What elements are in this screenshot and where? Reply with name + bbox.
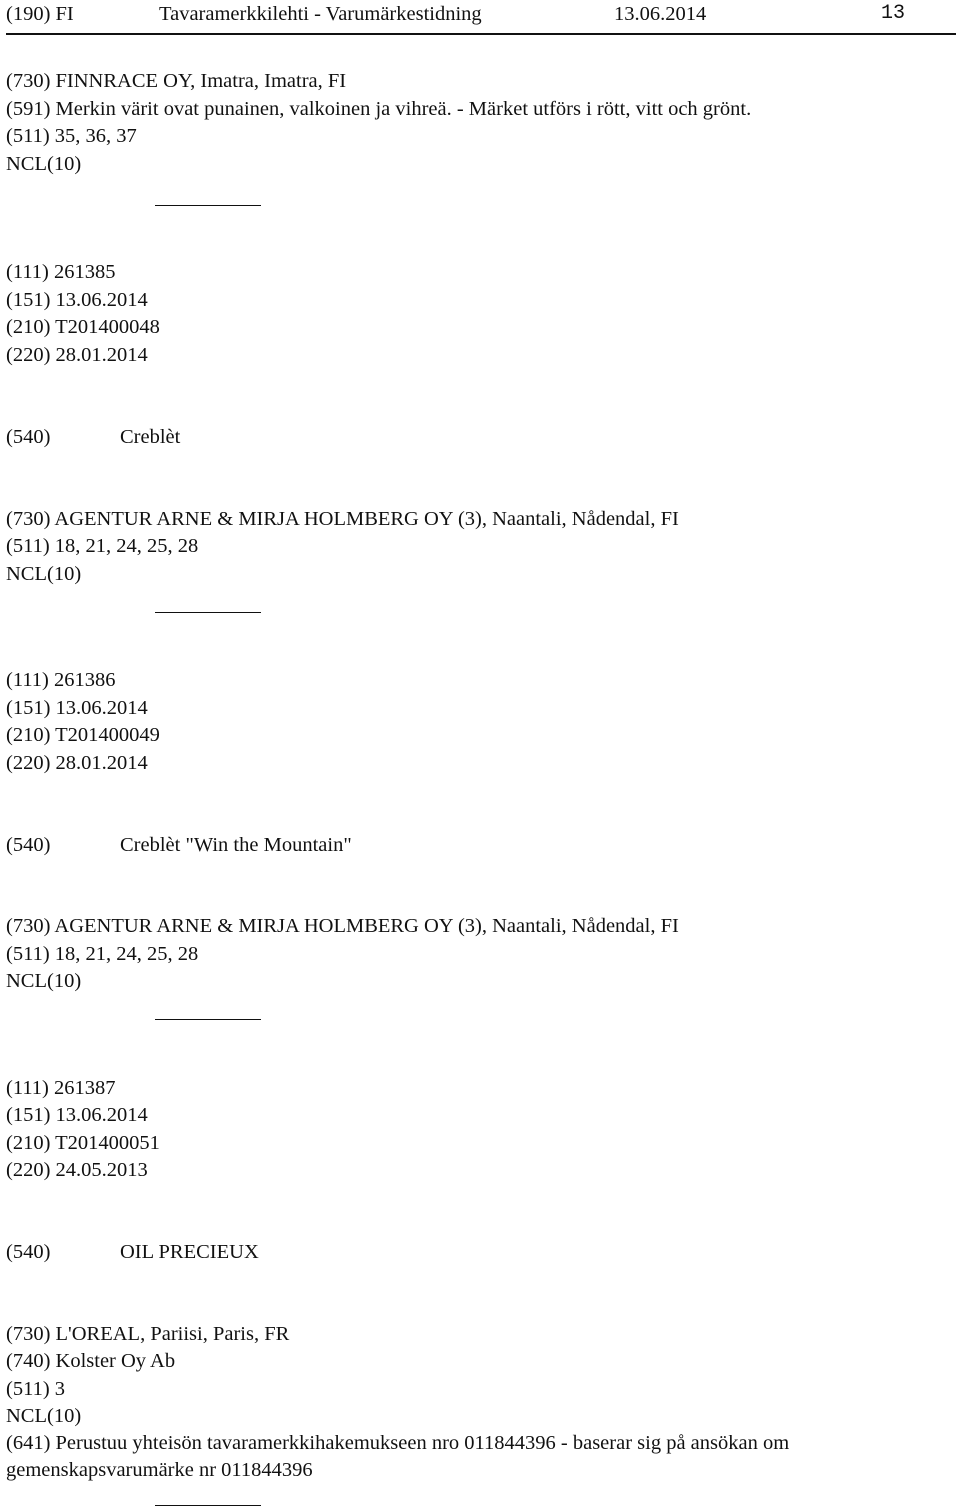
- classes-line: (511) 35, 36, 37: [6, 125, 137, 147]
- header-divider: [6, 33, 956, 35]
- header-date: 13.06.2014: [614, 3, 707, 25]
- mark-code: (540): [6, 1241, 51, 1263]
- entry-separator: [155, 205, 261, 206]
- colours-line: (591) Merkin värit ovat punainen, valkoinen ja vihreä. - Märket utförs i rött, vitt och grönt.: [6, 98, 752, 120]
- registration-number: (111) 261386: [6, 669, 116, 691]
- representative-line: (740) Kolster Oy Ab: [6, 1350, 176, 1372]
- mark-code: (540): [6, 834, 51, 856]
- header-code: (190) FI: [6, 3, 74, 25]
- entry-separator: [155, 1505, 261, 1506]
- registration-date: (151) 13.06.2014: [6, 289, 148, 311]
- application-number: (210) T201400049: [6, 724, 160, 746]
- registration-date: (151) 13.06.2014: [6, 1104, 148, 1126]
- filing-date: (220) 24.05.2013: [6, 1159, 148, 1181]
- header-journal-title: Tavaramerkkilehti - Varumärkestidning: [159, 3, 482, 25]
- entry-separator: [155, 1019, 261, 1020]
- page-number: 13: [881, 2, 906, 25]
- ncl-line: NCL(10): [6, 153, 82, 175]
- holder-line: (730) AGENTUR ARNE & MIRJA HOLMBERG OY (3), Naantali, Nådendal, FI: [6, 915, 679, 937]
- ncl-line: NCL(10): [6, 970, 82, 992]
- filing-date: (220) 28.01.2014: [6, 752, 148, 774]
- holder-line: (730) FINNRACE OY, Imatra, Imatra, FI: [6, 70, 347, 92]
- mark-name: Creblèt: [120, 426, 181, 448]
- filing-date: (220) 28.01.2014: [6, 344, 148, 366]
- classes-line: (511) 18, 21, 24, 25, 28: [6, 535, 199, 557]
- mark-name: Creblèt "Win the Mountain": [120, 834, 352, 856]
- registration-number: (111) 261387: [6, 1077, 116, 1099]
- holder-line: (730) AGENTUR ARNE & MIRJA HOLMBERG OY (3), Naantali, Nådendal, FI: [6, 508, 679, 530]
- application-number: (210) T201400051: [6, 1132, 160, 1154]
- note-line: (641) Perustuu yhteisön tavaramerkkihakemukseen nro 011844396 - baserar sig på ansökan om: [6, 1432, 790, 1454]
- ncl-line: NCL(10): [6, 1405, 82, 1427]
- page-header: [0, 0, 960, 36]
- ncl-line: NCL(10): [6, 563, 82, 585]
- mark-code: (540): [6, 426, 51, 448]
- entry-separator: [155, 612, 261, 613]
- classes-line: (511) 3: [6, 1378, 66, 1400]
- registration-number: (111) 261385: [6, 261, 116, 283]
- mark-name: OIL PRECIEUX: [120, 1241, 259, 1263]
- note-line-continued: gemenskapsvarumärke nr 011844396: [6, 1459, 313, 1481]
- classes-line: (511) 18, 21, 24, 25, 28: [6, 943, 199, 965]
- holder-line: (730) L'OREAL, Pariisi, Paris, FR: [6, 1323, 290, 1345]
- registration-date: (151) 13.06.2014: [6, 697, 148, 719]
- application-number: (210) T201400048: [6, 316, 160, 338]
